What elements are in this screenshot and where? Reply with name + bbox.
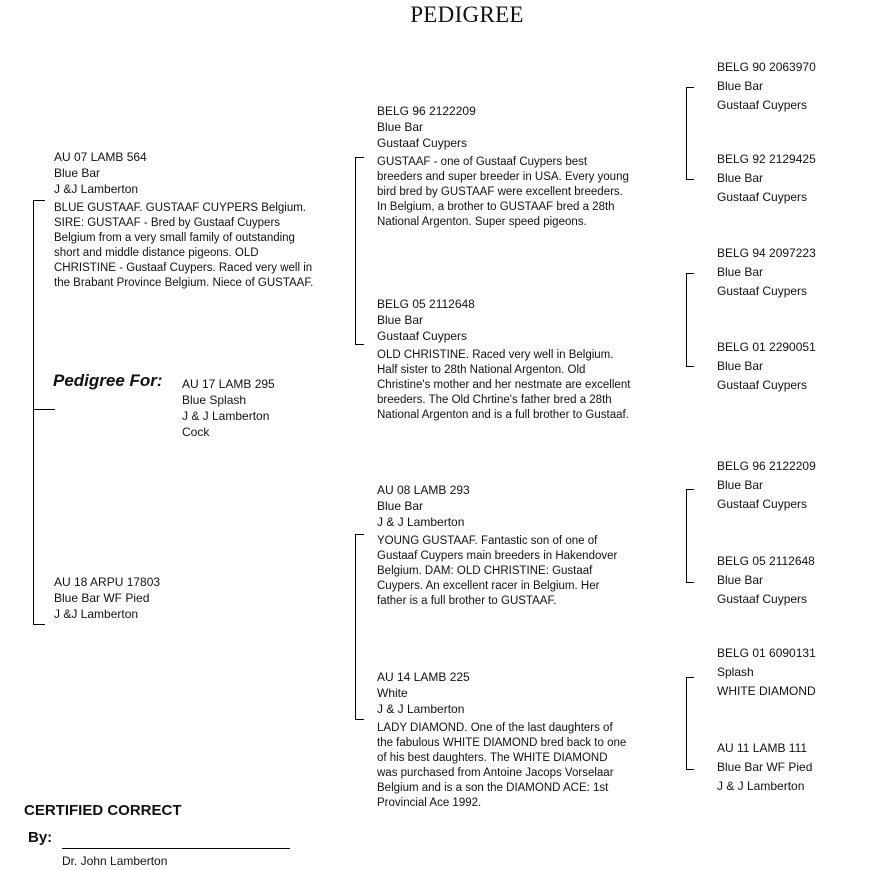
- dam-entry: [54, 574, 160, 622]
- bracket-gg2-top-tick: [686, 273, 694, 274]
- gg-ring: BELG 92 2129425: [717, 152, 816, 166]
- certified-heading: CERTIFIED CORRECT: [24, 802, 182, 819]
- bracket-parents-connector: [33, 409, 55, 410]
- gg-breeder: Gustaaf Cuypers: [717, 377, 808, 392]
- gg-ring: BELG 01 2290051: [717, 340, 816, 354]
- bracket-parents-bottom-tick: [33, 624, 45, 625]
- gg-ring: BELG 94 2097223: [717, 246, 816, 260]
- gg-breeder: Gustaaf Cuypers: [717, 496, 808, 511]
- gg-ring: BELG 01 6090131: [717, 646, 816, 660]
- sire-sire-breeder: Gustaaf Cuypers: [377, 136, 468, 150]
- bracket-gg2-bottom-tick: [686, 366, 694, 367]
- bracket-dam-top-tick: [355, 534, 364, 535]
- bracket-dam-vertical: [355, 534, 356, 720]
- dam-breeder: J &J Lamberton: [54, 607, 139, 621]
- gg-ring: BELG 05 2112648: [717, 554, 815, 568]
- gg-ring: BELG 90 2063970: [717, 60, 816, 74]
- gg-breeder: Gustaaf Cuypers: [717, 283, 808, 298]
- subject-color: Blue Splash: [182, 393, 247, 407]
- bracket-parents-vertical: [33, 200, 34, 625]
- gg-color: Blue Bar: [717, 264, 764, 279]
- bracket-sire-top-tick: [355, 157, 364, 158]
- sire-sire-note: GUSTAAF - one of Gustaaf Cuypers best breeders and super breeder in USA. Every young bird bred by GUSTAAF were excellent breeders. In Belgium, a brother to GUSTAAF bred a 28th National Argenton. Super speed pigeons.: [377, 156, 629, 228]
- gg-ring: BELG 96 2122209: [717, 459, 816, 473]
- gg-breeder: Gustaaf Cuypers: [717, 189, 808, 204]
- bracket-gg3-vertical: [686, 489, 687, 583]
- dam-dam-ring: AU 14 LAMB 225: [377, 670, 470, 684]
- bracket-sire-bottom-tick: [355, 344, 364, 345]
- dam-dam-color: White: [377, 686, 408, 700]
- dam-ring: AU 18 ARPU 17803: [54, 575, 161, 589]
- dam-dam-entry: [377, 669, 639, 811]
- bracket-gg3-top-tick: [686, 489, 694, 490]
- gg-breeder: J & J Lamberton: [717, 778, 805, 793]
- gg-ring: AU 11 LAMB 111: [717, 741, 808, 755]
- gg-color: Blue Bar: [717, 78, 764, 93]
- gg-entry: [717, 552, 815, 608]
- gg-entry: [717, 150, 816, 206]
- sire-dam-color: Blue Bar: [377, 313, 424, 327]
- gg-color: Blue Bar: [717, 477, 764, 492]
- bracket-gg2-vertical: [686, 273, 687, 367]
- sire-note: BLUE GUSTAAF. GUSTAAF CUYPERS Belgium. SIRE: GUSTAAF - Bred by Gustaaf Cuypers Belgium from a very small family of outstanding short and middle distance pigeons. OLD CHRISTINE - Gustaaf Cuypers. Raced very well in the Brabant Province Belgium. Niece of GUSTAAF.: [54, 202, 314, 289]
- sire-dam-entry: [377, 296, 639, 423]
- dam-sire-breeder: J & J Lamberton: [377, 515, 465, 529]
- dam-dam-note: LADY DIAMOND. One of the last daughters of the fabulous WHITE DIAMOND bred back to one of his best daughters. The WHITE DIAMOND was purchased from Antoine Jacops Vorselaar Belgium and is a son the DIAMOND ACE: 1st Provincial Ace 1992.: [377, 722, 627, 809]
- bracket-gg1-bottom-tick: [686, 179, 694, 180]
- signature-line: [62, 848, 290, 849]
- gg-color: Blue Bar: [717, 170, 764, 185]
- subject-sex: Cock: [182, 425, 210, 439]
- sire-sire-color: Blue Bar: [377, 120, 424, 134]
- gg-color: Blue Bar: [717, 572, 764, 587]
- gg-color: Blue Bar: [717, 358, 764, 373]
- dam-sire-entry: [377, 482, 639, 609]
- gg-breeder: WHITE DIAMOND: [717, 683, 816, 698]
- sire-dam-breeder: Gustaaf Cuypers: [377, 329, 468, 343]
- bracket-gg4-bottom-tick: [686, 769, 694, 770]
- sire-sire-entry: [377, 103, 639, 230]
- signer-name: Dr. John Lamberton: [62, 854, 168, 868]
- bracket-gg1-top-tick: [686, 87, 694, 88]
- bracket-sire-vertical: [355, 157, 356, 344]
- sire-ring: AU 07 LAMB 564: [54, 150, 147, 164]
- dam-sire-color: Blue Bar: [377, 499, 424, 513]
- sire-entry: [54, 149, 324, 291]
- sire-dam-note: OLD CHRISTINE. Raced very well in Belgium. Half sister to 28th National Argenton. Old Christine's mother and her nestmate are excellent breeders. The Old Chrtine's father bred a 28th National Argenton and is a full brother to Gustaaf.: [377, 349, 631, 421]
- bracket-gg1-vertical: [686, 87, 687, 180]
- sire-sire-ring: BELG 96 2122209: [377, 104, 476, 118]
- by-label: By:: [28, 829, 53, 846]
- subject-entry: [182, 376, 275, 440]
- gg-breeder: Gustaaf Cuypers: [717, 97, 808, 112]
- sire-dam-ring: BELG 05 2112648: [377, 297, 475, 311]
- gg-breeder: Gustaaf Cuypers: [717, 591, 808, 606]
- bracket-gg4-top-tick: [686, 677, 694, 678]
- gg-entry: [717, 457, 816, 513]
- gg-color: Splash: [717, 664, 754, 679]
- bracket-gg4-vertical: [686, 677, 687, 770]
- subject-breeder: J & J Lamberton: [182, 409, 270, 423]
- dam-color: Blue Bar WF Pied: [54, 591, 150, 605]
- gg-entry: [717, 58, 816, 114]
- dam-dam-breeder: J & J Lamberton: [377, 702, 465, 716]
- dam-sire-ring: AU 08 LAMB 293: [377, 483, 470, 497]
- gg-color: Blue Bar WF Pied: [717, 759, 813, 774]
- dam-sire-note: YOUNG GUSTAAF. Fantastic son of one of Gustaaf Cuypers main breeders in Hakendover Belgium. DAM: OLD CHRISTINE: Gustaaf Cuypers. An excellent racer in Belgium. Her father is a full brother to GUSTAAF.: [377, 535, 618, 607]
- subject-ring: AU 17 LAMB 295: [182, 377, 275, 391]
- gg-entry: [717, 244, 816, 300]
- gg-entry: [717, 739, 812, 795]
- sire-breeder: J &J Lamberton: [54, 182, 139, 196]
- bracket-gg3-bottom-tick: [686, 582, 694, 583]
- bracket-parents-top-tick: [33, 200, 45, 201]
- gg-entry: [717, 644, 816, 700]
- pedigree-for-label: Pedigree For:: [53, 371, 163, 390]
- bracket-dam-bottom-tick: [355, 719, 364, 720]
- page-title: PEDIGREE: [410, 2, 524, 27]
- gg-entry: [717, 338, 816, 394]
- sire-color: Blue Bar: [54, 166, 101, 180]
